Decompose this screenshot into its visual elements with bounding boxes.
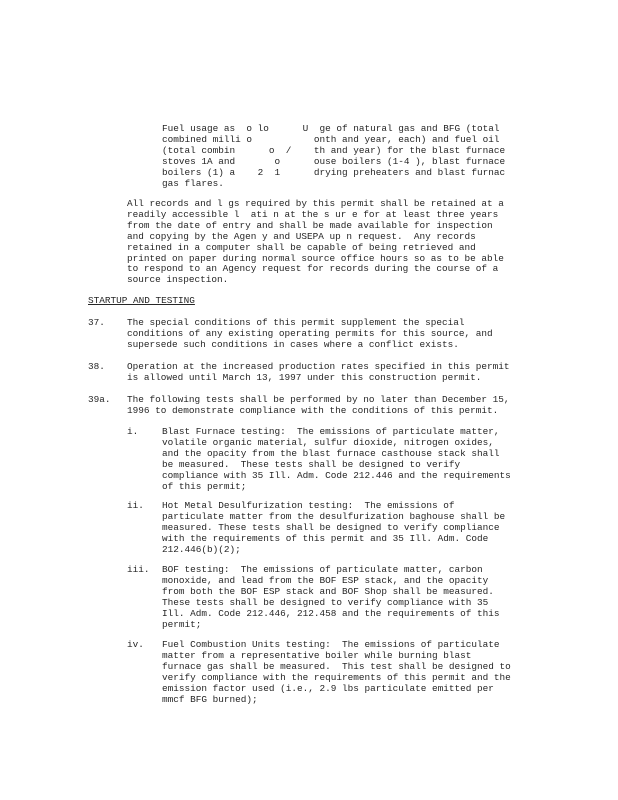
- paragraph-37: [127, 318, 493, 351]
- text-line: BOF testing: The emissions of particulate matter, carbon: [162, 564, 483, 575]
- item-ii-desulfurization-testing: [162, 501, 505, 556]
- text-line: These tests shall be designed to verify compliance with 35: [162, 596, 489, 608]
- text-line: Ill. Adm. Code 212.446, 212.458 and the requirements of this: [162, 607, 500, 619]
- item-number-iv: iv.: [127, 639, 144, 650]
- text-line: gas flares.: [162, 177, 224, 189]
- text-line: is allowed until March 13, 1997 under this construction permit.: [127, 371, 482, 383]
- text-line: Hot Metal Desulfurization testing: The emissions of: [162, 500, 455, 511]
- text-line: All records and l gs required by this permit shall be retained at a: [127, 198, 504, 209]
- text-line: Fuel Combustion Units testing: The emissions of particulate: [162, 639, 500, 650]
- text-line: stoves 1A and o ouse boilers (1-4 ), blast furnace: [162, 155, 506, 167]
- records-paragraph: [127, 199, 504, 286]
- text-line: with the requirements of this permit and 35 Ill. Adm. Code: [162, 532, 489, 544]
- text-line: (total combin o / th and year) for the blast furnace: [162, 144, 506, 156]
- text-line: supersede such conditions in cases where a conflict exists.: [127, 338, 459, 350]
- text-line: measured. These tests shall be designed to verify compliance: [162, 521, 500, 533]
- text-line: from both the BOF ESP stack and BOF Shop shall be measured.: [162, 585, 494, 597]
- text-line: compliance with 35 Ill. Adm. Code 212.446 and the requirements: [162, 469, 511, 481]
- text-line: 1996 to demonstrate compliance with the conditions of this permit.: [127, 404, 499, 416]
- section-heading-text: STARTUP AND TESTING: [88, 295, 195, 306]
- text-line: verify compliance with the requirements of this permit and the: [162, 671, 511, 683]
- item-number-i: i.: [127, 426, 139, 437]
- text-line: and copying by the Agen y and USEPA up n request. Any records: [127, 230, 476, 242]
- text-line: furnace gas shall be measured. This test shall be designed to: [162, 660, 511, 672]
- text-line: 212.446(b)(2);: [162, 543, 241, 555]
- item-iv-fuel-combustion-testing: [162, 640, 511, 705]
- text-line: Operation at the increased production rates specified in this permit: [127, 361, 510, 372]
- paragraph-number-37: 37.: [88, 317, 105, 328]
- item-iii-bof-testing: [162, 565, 500, 630]
- text-line: monoxide, and lead from the BOF ESP stack, and the opacity: [162, 574, 489, 586]
- text-line: be measured. These tests shall be designed to verify: [162, 458, 461, 470]
- text-line: Fuel usage as o lo U ge of natural gas and BFG (total: [162, 123, 500, 134]
- text-line: from the date of entry and shall be made available for inspection: [127, 219, 493, 231]
- item-number-ii: ii.: [127, 500, 144, 511]
- paragraph-38: [127, 362, 510, 384]
- text-line: emission factor used (i.e., 2.9 lbs particulate emitted per: [162, 682, 494, 694]
- fuel-usage-paragraph: [162, 124, 505, 189]
- text-line: mmcf BFG burned);: [162, 693, 258, 705]
- item-number-iii: iii.: [127, 564, 150, 575]
- text-line: matter from a representative boiler while burning blast: [162, 649, 472, 661]
- text-line: and the opacity from the blast furnace casthouse stack shall: [162, 447, 500, 459]
- paragraph-number-38: 38.: [88, 361, 105, 372]
- text-line: printed on paper during normal source office hours so as to be able: [127, 252, 504, 264]
- paragraph-39a: [127, 395, 510, 417]
- text-line: readily accessible l ati n at the s ur e for at least three years: [127, 208, 499, 220]
- text-line: source inspection.: [127, 274, 229, 286]
- text-line: retained in a computer shall be capable of being retrieved and: [127, 241, 476, 253]
- text-line: combined milli o onth and year, each) and fuel oil: [162, 133, 500, 145]
- text-line: of this permit;: [162, 480, 247, 492]
- text-line: Blast Furnace testing: The emissions of particulate matter,: [162, 426, 500, 437]
- text-line: boilers (1) a 2 1 drying preheaters and blast furnac: [162, 166, 506, 178]
- section-heading: [88, 296, 195, 307]
- text-line: The special conditions of this permit supplement the special: [127, 317, 465, 328]
- text-line: permit;: [162, 618, 202, 630]
- text-line: The following tests shall be performed by no later than December 15,: [127, 394, 510, 405]
- text-line: volatile organic material, sulfur dioxide, nitrogen oxides,: [162, 436, 494, 448]
- text-line: conditions of any existing operating permits for this source, and: [127, 327, 493, 339]
- item-i-blast-furnace-testing: [162, 427, 511, 492]
- paragraph-number-39a: 39a.: [88, 394, 111, 405]
- text-line: particulate matter from the desulfurization baghouse shall be: [162, 510, 506, 522]
- text-line: to respond to an Agency request for records during the course of a: [127, 263, 499, 275]
